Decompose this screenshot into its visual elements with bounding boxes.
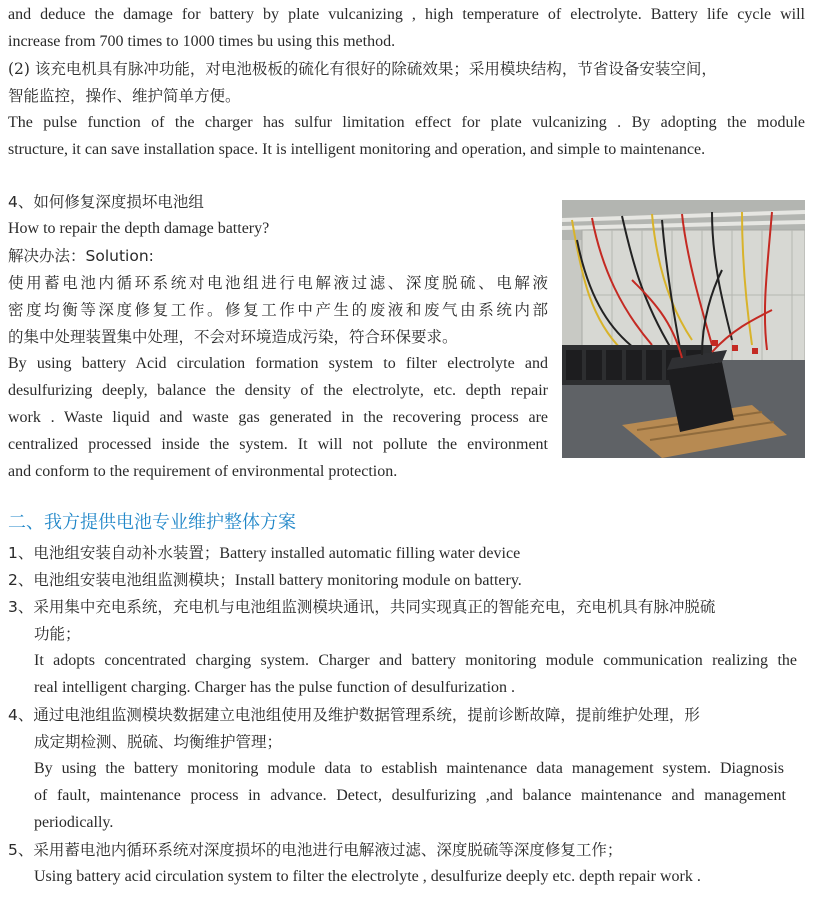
item-number: 5、: [8, 841, 34, 859]
list-item-2: [8, 569, 522, 591]
list-item-5-en: Using battery acid circulation system to filter the electrolyte , desulfurize deeply etc. depth repair work .: [34, 868, 701, 885]
section4-zh-line-2: 密度均衡等深度修复工作。修复工作中产生的废液和废气由系统内部: [8, 301, 548, 319]
section4-en-line-1: By using battery Acid circulation formation system to filter electrolyte and: [8, 355, 548, 372]
section4-title-zh: 4、如何修复深度损坏电池组: [8, 193, 204, 211]
intro-line-6: structure, it can save installation space. It is intelligent monitoring and operation, and simple to maintenance.: [8, 141, 706, 158]
list-item-1: [8, 542, 520, 564]
list-item-4-en-cont: of fault, maintenance process in advance. Detect, desulfurizing ,and balance maintenance and management: [34, 787, 786, 804]
intro-line-5: The pulse function of the charger has sulfur limitation effect for plate vulcanizing . By adopting the module: [8, 114, 805, 131]
list-item-4-en-cont2: periodically.: [34, 814, 114, 831]
list-item-4-en: By using the battery monitoring module data to establish maintenance data management system. Diagnosis: [34, 760, 784, 777]
item-zh: 电池组安装电池组监测模块；: [33, 571, 235, 589]
intro-line-1: and deduce the damage for battery by plate vulcanizing , high temperature of electrolyte. Battery life cycle will: [8, 6, 805, 23]
section4-en-line-2: desulfurizing deeply, balance the density of the electrolyte, etc. depth repair: [8, 382, 548, 399]
intro-line-3: (2) 该充电机具有脉冲功能，对电池极板的硫化有很好的除硫效果；采用模块结构，节省设备安装空间，: [8, 60, 717, 78]
intro-line-4: 智能监控，操作、维护简单方便。: [8, 87, 241, 105]
item-zh: 电池组安装自动补水装置；: [33, 544, 220, 562]
section4-zh-line-3: 的集中处理装置集中处理，不会对环境造成污染，符合环保要求。: [8, 328, 458, 346]
list-item-3-en-cont: real intelligent charging. Charger has the pulse function of desulfurization .: [34, 679, 516, 696]
section4-solution-label: 解决办法：Solution:: [8, 247, 154, 265]
item-number: 3、: [8, 598, 34, 616]
item-en: Battery installed automatic filling water device: [219, 545, 521, 562]
intro-line-2: increase from 700 times to 1000 times bu using this method.: [8, 33, 396, 50]
list-item-3-en: It adopts concentrated charging system. Charger and battery monitoring module communication realizing the: [34, 652, 797, 669]
list-item-3: [8, 596, 715, 618]
battery-repair-system-photo: [562, 200, 805, 458]
item-number: 1、: [8, 544, 34, 562]
list-item-3-zh-cont: 功能；: [34, 625, 81, 643]
list-item-4-zh-cont: 成定期检测、脱硫、均衡维护管理；: [34, 733, 283, 751]
item-zh: 通过电池组监测模块数据建立电池组使用及维护数据管理系统，提前诊断故障，提前维护处理，形: [33, 706, 700, 724]
item-zh: 采用蓄电池内循环系统对深度损坏的电池进行电解液过滤、深度脱硫等深度修复工作；: [33, 841, 623, 859]
item-en: Install battery monitoring module on battery.: [234, 572, 522, 589]
section4-title-en: How to repair the depth damage battery?: [8, 220, 270, 237]
item-number: 4、: [8, 706, 34, 724]
section4-en-line-5: and conform to the requirement of environmental protection.: [8, 463, 398, 480]
section4-en-line-4: centralized processed inside the system. It will not pollute the environment: [8, 436, 548, 453]
item-number: 2、: [8, 571, 34, 589]
section4-zh-line-1: 使用蓄电池内循环系统对电池组进行电解液过滤、深度脱硫、电解液: [8, 274, 548, 292]
list-item-5: [8, 839, 622, 861]
section4-en-line-3: work . Waste liquid and waste gas generated in the recovering process are: [8, 409, 548, 426]
item-zh: 采用集中充电系统，充电机与电池组监测模块通讯，共同实现真正的智能充电，充电机具有脉冲脱硫: [33, 598, 716, 616]
list-item-4: [8, 704, 700, 726]
section-two-heading: 二、我方提供电池专业维护整体方案: [8, 512, 296, 533]
